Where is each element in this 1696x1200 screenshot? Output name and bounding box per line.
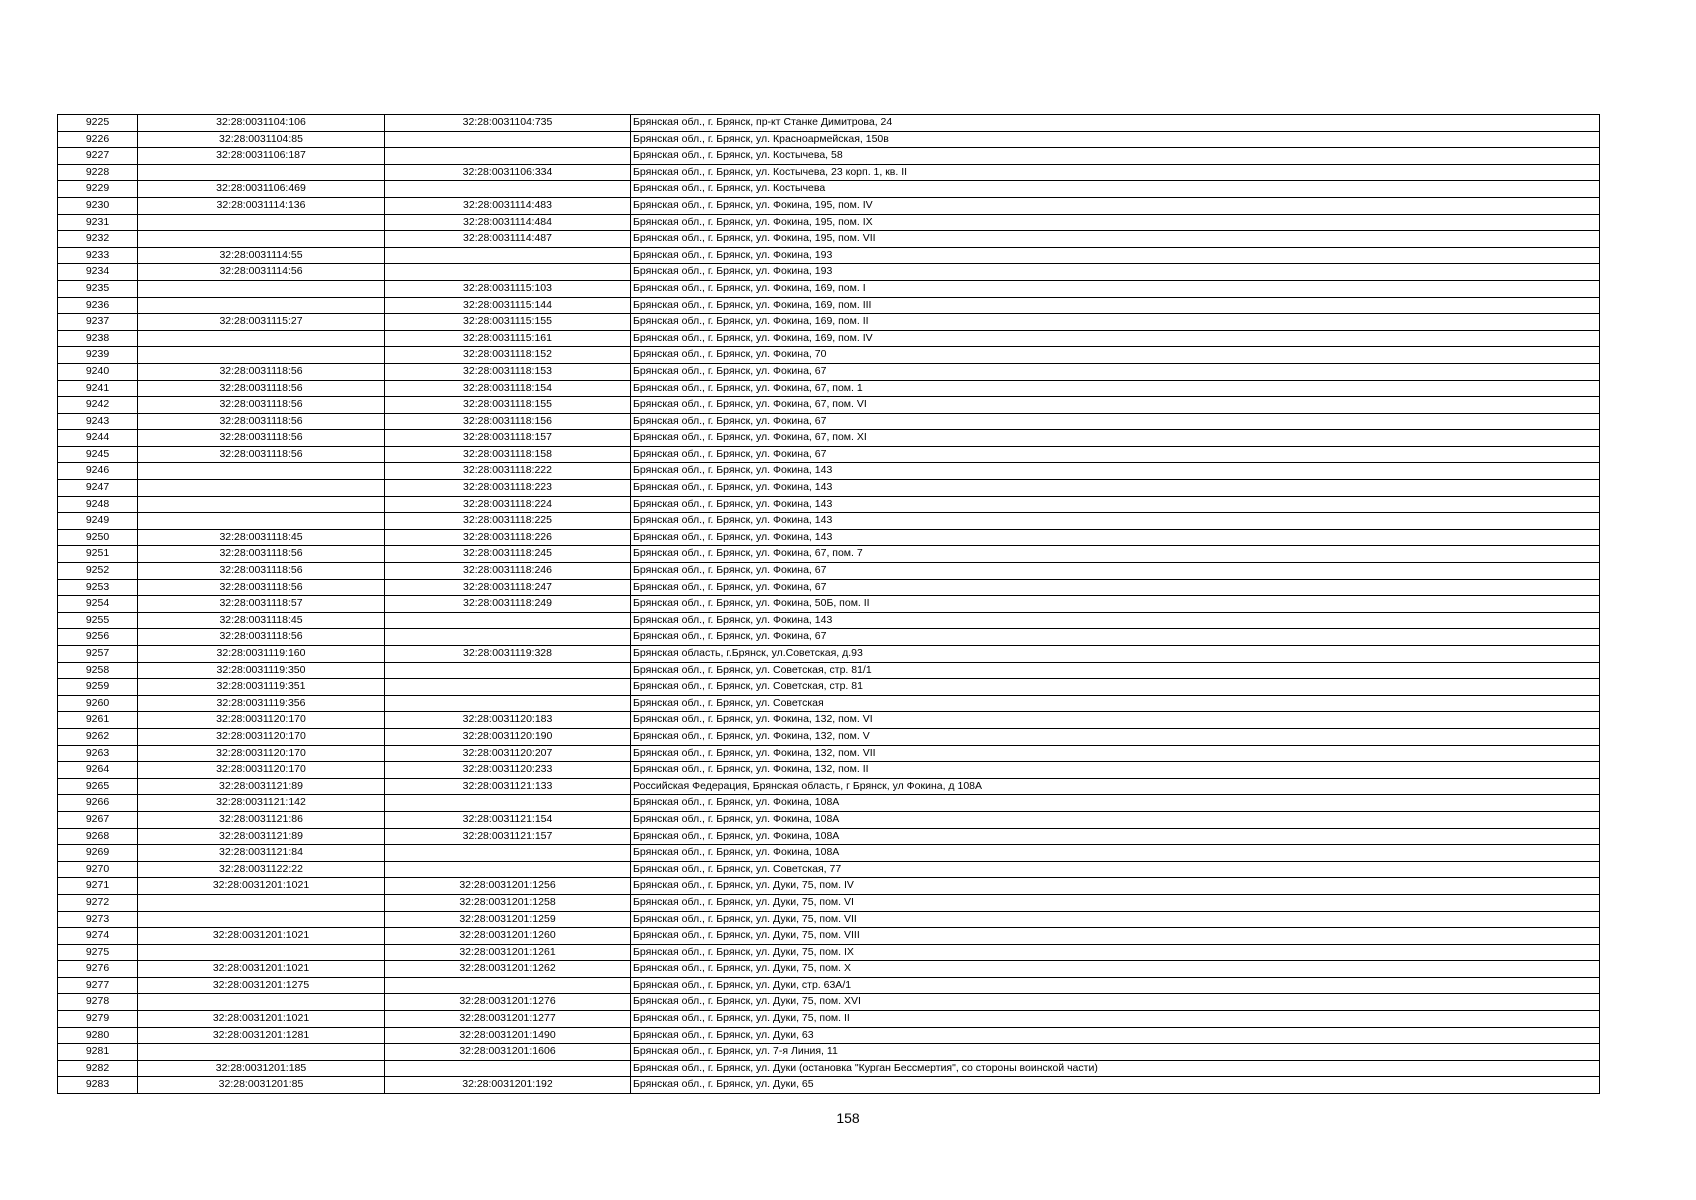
row-number-cell: 9253 xyxy=(58,579,138,596)
object-cadastral-number-cell: 32:28:0031121:133 xyxy=(385,778,631,795)
object-cadastral-number-cell: 32:28:0031120:233 xyxy=(385,762,631,779)
table-row xyxy=(58,1011,1600,1028)
land-cadastral-number-cell: 32:28:0031118:56 xyxy=(138,363,385,380)
object-cadastral-number-cell: 32:28:0031115:144 xyxy=(385,297,631,314)
address-cell: Брянская обл., г. Брянск, ул. Фокина, 132, пом. V xyxy=(631,728,1600,745)
row-number-cell: 9249 xyxy=(58,513,138,530)
address-cell: Брянская обл., г. Брянск, ул. Фокина, 70 xyxy=(631,347,1600,364)
object-cadastral-number-cell: 32:28:0031201:1490 xyxy=(385,1027,631,1044)
row-number-cell: 9278 xyxy=(58,994,138,1011)
land-cadastral-number-cell: 32:28:0031120:170 xyxy=(138,762,385,779)
table-row xyxy=(58,1027,1600,1044)
address-cell: Брянская обл., г. Брянск, ул. Фокина, 67, пом. 1 xyxy=(631,380,1600,397)
object-cadastral-number-cell: 32:28:0031114:487 xyxy=(385,231,631,248)
address-cell: Брянская обл., г. Брянск, ул. 7-я Линия, 11 xyxy=(631,1044,1600,1061)
table-row xyxy=(58,745,1600,762)
object-cadastral-number-cell: 32:28:0031119:328 xyxy=(385,646,631,663)
address-cell: Брянская обл., г. Брянск, пр-кт Станке Димитрова, 24 xyxy=(631,115,1600,132)
address-cell: Брянская обл., г. Брянск, ул. Фокина, 143 xyxy=(631,529,1600,546)
table-row xyxy=(58,778,1600,795)
land-cadastral-number-cell xyxy=(138,214,385,231)
row-number-cell: 9235 xyxy=(58,280,138,297)
land-cadastral-number-cell xyxy=(138,463,385,480)
row-number-cell: 9254 xyxy=(58,596,138,613)
row-number-cell: 9234 xyxy=(58,264,138,281)
address-cell: Брянская обл., г. Брянск, ул. Дуки, 75, пом. X xyxy=(631,961,1600,978)
land-cadastral-number-cell: 32:28:0031120:170 xyxy=(138,712,385,729)
table-row xyxy=(58,911,1600,928)
table-row xyxy=(58,679,1600,696)
table-row xyxy=(58,1060,1600,1077)
object-cadastral-number-cell: 32:28:0031201:1261 xyxy=(385,944,631,961)
table-row xyxy=(58,148,1600,165)
table-row xyxy=(58,480,1600,497)
land-cadastral-number-cell xyxy=(138,330,385,347)
object-cadastral-number-cell: 32:28:0031115:155 xyxy=(385,314,631,331)
object-cadastral-number-cell: 32:28:0031106:334 xyxy=(385,164,631,181)
address-cell: Брянская обл., г. Брянск, ул. Фокина, 108А xyxy=(631,845,1600,862)
row-number-cell: 9246 xyxy=(58,463,138,480)
row-number-cell: 9283 xyxy=(58,1077,138,1094)
address-cell: Брянская обл., г. Брянск, ул. Дуки, 75, пом. II xyxy=(631,1011,1600,1028)
table-row xyxy=(58,695,1600,712)
land-cadastral-number-cell: 32:28:0031201:1021 xyxy=(138,878,385,895)
address-cell: Брянская обл., г. Брянск, ул. Фокина, 132, пом. VI xyxy=(631,712,1600,729)
table-row xyxy=(58,446,1600,463)
table-row xyxy=(58,795,1600,812)
object-cadastral-number-cell: 32:28:0031118:153 xyxy=(385,363,631,380)
row-number-cell: 9231 xyxy=(58,214,138,231)
row-number-cell: 9268 xyxy=(58,828,138,845)
address-cell: Брянская обл., г. Брянск, ул. Советская, стр. 81/1 xyxy=(631,662,1600,679)
row-number-cell: 9280 xyxy=(58,1027,138,1044)
table-row xyxy=(58,347,1600,364)
address-cell: Брянская обл., г. Брянск, ул. Фокина, 67 xyxy=(631,446,1600,463)
address-cell: Брянская обл., г. Брянск, ул. Фокина, 143 xyxy=(631,463,1600,480)
land-cadastral-number-cell: 32:28:0031120:170 xyxy=(138,728,385,745)
land-cadastral-number-cell xyxy=(138,513,385,530)
land-cadastral-number-cell: 32:28:0031118:56 xyxy=(138,629,385,646)
land-cadastral-number-cell xyxy=(138,1044,385,1061)
object-cadastral-number-cell xyxy=(385,612,631,629)
row-number-cell: 9272 xyxy=(58,894,138,911)
row-number-cell: 9243 xyxy=(58,413,138,430)
address-cell: Брянская обл., г. Брянск, ул. Фокина, 67 xyxy=(631,629,1600,646)
address-cell: Брянская обл., г. Брянск, ул. Советская xyxy=(631,695,1600,712)
table-row xyxy=(58,197,1600,214)
land-cadastral-number-cell: 32:28:0031104:106 xyxy=(138,115,385,132)
address-cell: Брянская обл., г. Брянск, ул. Фокина, 67, пом. XI xyxy=(631,430,1600,447)
row-number-cell: 9239 xyxy=(58,347,138,364)
row-number-cell: 9262 xyxy=(58,728,138,745)
table-row xyxy=(58,214,1600,231)
row-number-cell: 9265 xyxy=(58,778,138,795)
object-cadastral-number-cell xyxy=(385,795,631,812)
table-row xyxy=(58,728,1600,745)
table-row xyxy=(58,1044,1600,1061)
table-row xyxy=(58,363,1600,380)
land-cadastral-number-cell: 32:28:0031201:1275 xyxy=(138,977,385,994)
land-cadastral-number-cell xyxy=(138,297,385,314)
object-cadastral-number-cell xyxy=(385,181,631,198)
land-cadastral-number-cell: 32:28:0031119:350 xyxy=(138,662,385,679)
land-cadastral-number-cell: 32:28:0031114:56 xyxy=(138,264,385,281)
row-number-cell: 9277 xyxy=(58,977,138,994)
object-cadastral-number-cell xyxy=(385,695,631,712)
land-cadastral-number-cell: 32:28:0031201:1281 xyxy=(138,1027,385,1044)
address-cell: Брянская обл., г. Брянск, ул. Фокина, 143 xyxy=(631,480,1600,497)
land-cadastral-number-cell xyxy=(138,944,385,961)
land-cadastral-number-cell xyxy=(138,994,385,1011)
object-cadastral-number-cell: 32:28:0031118:158 xyxy=(385,446,631,463)
table-row xyxy=(58,596,1600,613)
table-row xyxy=(58,845,1600,862)
object-cadastral-number-cell: 32:28:0031118:249 xyxy=(385,596,631,613)
land-cadastral-number-cell: 32:28:0031106:187 xyxy=(138,148,385,165)
table-row xyxy=(58,330,1600,347)
address-cell: Брянская обл., г. Брянск, ул. Фокина, 193 xyxy=(631,247,1600,264)
row-number-cell: 9259 xyxy=(58,679,138,696)
land-cadastral-number-cell xyxy=(138,911,385,928)
address-cell: Брянская обл., г. Брянск, ул. Фокина, 195, пом. VII xyxy=(631,231,1600,248)
table-row xyxy=(58,430,1600,447)
land-cadastral-number-cell: 32:28:0031118:56 xyxy=(138,446,385,463)
object-cadastral-number-cell: 32:28:0031115:103 xyxy=(385,280,631,297)
row-number-cell: 9248 xyxy=(58,496,138,513)
row-number-cell: 9233 xyxy=(58,247,138,264)
row-number-cell: 9225 xyxy=(58,115,138,132)
table-row xyxy=(58,280,1600,297)
table-row xyxy=(58,662,1600,679)
address-cell: Брянская обл., г. Брянск, ул. Фокина, 195, пом. IV xyxy=(631,197,1600,214)
table-row xyxy=(58,563,1600,580)
row-number-cell: 9281 xyxy=(58,1044,138,1061)
row-number-cell: 9261 xyxy=(58,712,138,729)
land-cadastral-number-cell: 32:28:0031106:469 xyxy=(138,181,385,198)
address-cell: Брянская обл., г. Брянск, ул. Дуки (остановка "Курган Бессмертия", со стороны воинской части) xyxy=(631,1060,1600,1077)
land-cadastral-number-cell xyxy=(138,894,385,911)
table-row xyxy=(58,463,1600,480)
address-cell: Брянская область, г.Брянск, ул.Советская, д.93 xyxy=(631,646,1600,663)
land-cadastral-number-cell: 32:28:0031201:85 xyxy=(138,1077,385,1094)
address-cell: Брянская обл., г. Брянск, ул. Фокина, 132, пом. VII xyxy=(631,745,1600,762)
row-number-cell: 9228 xyxy=(58,164,138,181)
object-cadastral-number-cell xyxy=(385,264,631,281)
row-number-cell: 9257 xyxy=(58,646,138,663)
registry-table-body xyxy=(58,115,1600,1094)
row-number-cell: 9242 xyxy=(58,397,138,414)
address-cell: Брянская обл., г. Брянск, ул. Фокина, 143 xyxy=(631,513,1600,530)
land-cadastral-number-cell: 32:28:0031104:85 xyxy=(138,131,385,148)
object-cadastral-number-cell: 32:28:0031118:152 xyxy=(385,347,631,364)
land-cadastral-number-cell: 32:28:0031119:351 xyxy=(138,679,385,696)
object-cadastral-number-cell: 32:28:0031201:1256 xyxy=(385,878,631,895)
table-row xyxy=(58,413,1600,430)
address-cell: Брянская обл., г. Брянск, ул. Костычева, 58 xyxy=(631,148,1600,165)
object-cadastral-number-cell: 32:28:0031120:207 xyxy=(385,745,631,762)
land-cadastral-number-cell: 32:28:0031118:56 xyxy=(138,579,385,596)
object-cadastral-number-cell: 32:28:0031201:1260 xyxy=(385,928,631,945)
object-cadastral-number-cell xyxy=(385,1060,631,1077)
address-cell: Брянская обл., г. Брянск, ул. Фокина, 67 xyxy=(631,363,1600,380)
row-number-cell: 9260 xyxy=(58,695,138,712)
land-cadastral-number-cell: 32:28:0031121:89 xyxy=(138,828,385,845)
row-number-cell: 9250 xyxy=(58,529,138,546)
address-cell: Брянская обл., г. Брянск, ул. Дуки, 75, пом. IV xyxy=(631,878,1600,895)
object-cadastral-number-cell xyxy=(385,247,631,264)
row-number-cell: 9245 xyxy=(58,446,138,463)
table-row xyxy=(58,811,1600,828)
land-cadastral-number-cell: 32:28:0031201:185 xyxy=(138,1060,385,1077)
row-number-cell: 9264 xyxy=(58,762,138,779)
land-cadastral-number-cell: 32:28:0031115:27 xyxy=(138,314,385,331)
land-cadastral-number-cell: 32:28:0031118:56 xyxy=(138,397,385,414)
address-cell: Брянская обл., г. Брянск, ул. Костычева, 23 корп. 1, кв. II xyxy=(631,164,1600,181)
object-cadastral-number-cell: 32:28:0031121:154 xyxy=(385,811,631,828)
address-cell: Брянская обл., г. Брянск, ул. Дуки, 75, пом. XVI xyxy=(631,994,1600,1011)
address-cell: Брянская обл., г. Брянск, ул. Советская, 77 xyxy=(631,861,1600,878)
table-row xyxy=(58,164,1600,181)
address-cell: Брянская обл., г. Брянск, ул. Красноармейская, 150в xyxy=(631,131,1600,148)
object-cadastral-number-cell: 32:28:0031118:226 xyxy=(385,529,631,546)
land-cadastral-number-cell: 32:28:0031121:86 xyxy=(138,811,385,828)
land-cadastral-number-cell: 32:28:0031201:1021 xyxy=(138,928,385,945)
land-cadastral-number-cell: 32:28:0031201:1021 xyxy=(138,961,385,978)
object-cadastral-number-cell: 32:28:0031121:157 xyxy=(385,828,631,845)
address-cell: Брянская обл., г. Брянск, ул. Дуки, 75, пом. VIII xyxy=(631,928,1600,945)
object-cadastral-number-cell: 32:28:0031118:156 xyxy=(385,413,631,430)
object-cadastral-number-cell: 32:28:0031201:1606 xyxy=(385,1044,631,1061)
address-cell: Брянская обл., г. Брянск, ул. Советская, стр. 81 xyxy=(631,679,1600,696)
row-number-cell: 9244 xyxy=(58,430,138,447)
row-number-cell: 9226 xyxy=(58,131,138,148)
row-number-cell: 9227 xyxy=(58,148,138,165)
address-cell: Брянская обл., г. Брянск, ул. Фокина, 108А xyxy=(631,811,1600,828)
object-cadastral-number-cell xyxy=(385,662,631,679)
row-number-cell: 9270 xyxy=(58,861,138,878)
table-row xyxy=(58,529,1600,546)
row-number-cell: 9247 xyxy=(58,480,138,497)
land-cadastral-number-cell: 32:28:0031118:56 xyxy=(138,380,385,397)
object-cadastral-number-cell: 32:28:0031201:192 xyxy=(385,1077,631,1094)
object-cadastral-number-cell: 32:28:0031118:157 xyxy=(385,430,631,447)
table-row xyxy=(58,297,1600,314)
table-row xyxy=(58,994,1600,1011)
object-cadastral-number-cell: 32:28:0031118:222 xyxy=(385,463,631,480)
object-cadastral-number-cell xyxy=(385,131,631,148)
object-cadastral-number-cell: 32:28:0031104:735 xyxy=(385,115,631,132)
address-cell: Брянская обл., г. Брянск, ул. Фокина, 108А xyxy=(631,795,1600,812)
table-row xyxy=(58,861,1600,878)
row-number-cell: 9275 xyxy=(58,944,138,961)
address-cell: Брянская обл., г. Брянск, ул. Дуки, стр. 63А/1 xyxy=(631,977,1600,994)
object-cadastral-number-cell: 32:28:0031201:1258 xyxy=(385,894,631,911)
table-row xyxy=(58,712,1600,729)
table-row xyxy=(58,314,1600,331)
object-cadastral-number-cell: 32:28:0031201:1259 xyxy=(385,911,631,928)
land-cadastral-number-cell: 32:28:0031119:356 xyxy=(138,695,385,712)
table-row xyxy=(58,828,1600,845)
table-row xyxy=(58,131,1600,148)
object-cadastral-number-cell: 32:28:0031118:223 xyxy=(385,480,631,497)
address-cell: Брянская обл., г. Брянск, ул. Фокина, 67 xyxy=(631,563,1600,580)
row-number-cell: 9258 xyxy=(58,662,138,679)
row-number-cell: 9232 xyxy=(58,231,138,248)
land-cadastral-number-cell xyxy=(138,231,385,248)
row-number-cell: 9267 xyxy=(58,811,138,828)
land-cadastral-number-cell: 32:28:0031120:170 xyxy=(138,745,385,762)
land-cadastral-number-cell: 32:28:0031119:160 xyxy=(138,646,385,663)
address-cell: Брянская обл., г. Брянск, ул. Фокина, 169, пом. III xyxy=(631,297,1600,314)
land-cadastral-number-cell: 32:28:0031118:45 xyxy=(138,529,385,546)
land-cadastral-number-cell: 32:28:0031114:55 xyxy=(138,247,385,264)
object-cadastral-number-cell xyxy=(385,845,631,862)
address-cell: Брянская обл., г. Брянск, ул. Фокина, 193 xyxy=(631,264,1600,281)
table-row xyxy=(58,546,1600,563)
object-cadastral-number-cell: 32:28:0031118:155 xyxy=(385,397,631,414)
object-cadastral-number-cell xyxy=(385,148,631,165)
land-cadastral-number-cell: 32:28:0031118:56 xyxy=(138,546,385,563)
row-number-cell: 9229 xyxy=(58,181,138,198)
table-row xyxy=(58,762,1600,779)
table-row xyxy=(58,264,1600,281)
table-row xyxy=(58,380,1600,397)
land-cadastral-number-cell: 32:28:0031122:22 xyxy=(138,861,385,878)
table-row xyxy=(58,397,1600,414)
address-cell: Брянская обл., г. Брянск, ул. Фокина, 143 xyxy=(631,496,1600,513)
address-cell: Брянская обл., г. Брянск, ул. Дуки, 75, пом. VI xyxy=(631,894,1600,911)
object-cadastral-number-cell: 32:28:0031201:1277 xyxy=(385,1011,631,1028)
object-cadastral-number-cell: 32:28:0031201:1276 xyxy=(385,994,631,1011)
row-number-cell: 9273 xyxy=(58,911,138,928)
land-cadastral-number-cell: 32:28:0031201:1021 xyxy=(138,1011,385,1028)
property-registry-table xyxy=(57,114,1600,1094)
table-row xyxy=(58,629,1600,646)
address-cell: Брянская обл., г. Брянск, ул. Дуки, 65 xyxy=(631,1077,1600,1094)
row-number-cell: 9241 xyxy=(58,380,138,397)
row-number-cell: 9255 xyxy=(58,612,138,629)
row-number-cell: 9237 xyxy=(58,314,138,331)
row-number-cell: 9230 xyxy=(58,197,138,214)
table-row xyxy=(58,231,1600,248)
object-cadastral-number-cell xyxy=(385,977,631,994)
table-row xyxy=(58,496,1600,513)
land-cadastral-number-cell: 32:28:0031118:56 xyxy=(138,563,385,580)
object-cadastral-number-cell: 32:28:0031118:245 xyxy=(385,546,631,563)
address-cell: Брянская обл., г. Брянск, ул. Фокина, 108А xyxy=(631,828,1600,845)
table-row xyxy=(58,1077,1600,1094)
table-row xyxy=(58,612,1600,629)
row-number-cell: 9282 xyxy=(58,1060,138,1077)
address-cell: Брянская обл., г. Брянск, ул. Костычева xyxy=(631,181,1600,198)
table-row xyxy=(58,928,1600,945)
table-row xyxy=(58,513,1600,530)
object-cadastral-number-cell: 32:28:0031201:1262 xyxy=(385,961,631,978)
object-cadastral-number-cell xyxy=(385,861,631,878)
land-cadastral-number-cell xyxy=(138,480,385,497)
land-cadastral-number-cell: 32:28:0031118:45 xyxy=(138,612,385,629)
land-cadastral-number-cell: 32:28:0031118:57 xyxy=(138,596,385,613)
object-cadastral-number-cell: 32:28:0031118:246 xyxy=(385,563,631,580)
land-cadastral-number-cell: 32:28:0031121:84 xyxy=(138,845,385,862)
address-cell: Брянская обл., г. Брянск, ул. Фокина, 169, пом. IV xyxy=(631,330,1600,347)
table-row xyxy=(58,944,1600,961)
table-row xyxy=(58,878,1600,895)
row-number-cell: 9252 xyxy=(58,563,138,580)
address-cell: Брянская обл., г. Брянск, ул. Фокина, 67 xyxy=(631,413,1600,430)
object-cadastral-number-cell: 32:28:0031118:247 xyxy=(385,579,631,596)
row-number-cell: 9251 xyxy=(58,546,138,563)
land-cadastral-number-cell: 32:28:0031118:56 xyxy=(138,430,385,447)
row-number-cell: 9240 xyxy=(58,363,138,380)
page-number: 158 xyxy=(836,1110,860,1126)
address-cell: Брянская обл., г. Брянск, ул. Фокина, 169, пом. II xyxy=(631,314,1600,331)
address-cell: Брянская обл., г. Брянск, ул. Фокина, 67 xyxy=(631,579,1600,596)
row-number-cell: 9274 xyxy=(58,928,138,945)
row-number-cell: 9271 xyxy=(58,878,138,895)
table-row xyxy=(58,247,1600,264)
land-cadastral-number-cell: 32:28:0031121:89 xyxy=(138,778,385,795)
row-number-cell: 9269 xyxy=(58,845,138,862)
address-cell: Брянская обл., г. Брянск, ул. Дуки, 75, пом. VII xyxy=(631,911,1600,928)
address-cell: Российская Федерация, Брянская область, г Брянск, ул Фокина, д 108А xyxy=(631,778,1600,795)
object-cadastral-number-cell xyxy=(385,629,631,646)
row-number-cell: 9266 xyxy=(58,795,138,812)
table-row xyxy=(58,646,1600,663)
table-row xyxy=(58,181,1600,198)
table-row xyxy=(58,961,1600,978)
row-number-cell: 9263 xyxy=(58,745,138,762)
address-cell: Брянская обл., г. Брянск, ул. Дуки, 75, пом. IX xyxy=(631,944,1600,961)
object-cadastral-number-cell: 32:28:0031114:483 xyxy=(385,197,631,214)
land-cadastral-number-cell: 32:28:0031121:142 xyxy=(138,795,385,812)
address-cell: Брянская обл., г. Брянск, ул. Фокина, 67, пом. 7 xyxy=(631,546,1600,563)
object-cadastral-number-cell: 32:28:0031120:190 xyxy=(385,728,631,745)
object-cadastral-number-cell: 32:28:0031118:225 xyxy=(385,513,631,530)
address-cell: Брянская обл., г. Брянск, ул. Фокина, 169, пом. I xyxy=(631,280,1600,297)
row-number-cell: 9279 xyxy=(58,1011,138,1028)
table-row xyxy=(58,894,1600,911)
table-row xyxy=(58,115,1600,132)
table-row xyxy=(58,579,1600,596)
land-cadastral-number-cell xyxy=(138,347,385,364)
land-cadastral-number-cell xyxy=(138,496,385,513)
address-cell: Брянская обл., г. Брянск, ул. Фокина, 132, пом. II xyxy=(631,762,1600,779)
object-cadastral-number-cell: 32:28:0031115:161 xyxy=(385,330,631,347)
address-cell: Брянская обл., г. Брянск, ул. Фокина, 67, пом. VI xyxy=(631,397,1600,414)
land-cadastral-number-cell: 32:28:0031118:56 xyxy=(138,413,385,430)
table-row xyxy=(58,977,1600,994)
row-number-cell: 9236 xyxy=(58,297,138,314)
address-cell: Брянская обл., г. Брянск, ул. Дуки, 63 xyxy=(631,1027,1600,1044)
land-cadastral-number-cell xyxy=(138,164,385,181)
land-cadastral-number-cell xyxy=(138,280,385,297)
object-cadastral-number-cell: 32:28:0031118:224 xyxy=(385,496,631,513)
object-cadastral-number-cell: 32:28:0031120:183 xyxy=(385,712,631,729)
object-cadastral-number-cell xyxy=(385,679,631,696)
object-cadastral-number-cell: 32:28:0031118:154 xyxy=(385,380,631,397)
row-number-cell: 9238 xyxy=(58,330,138,347)
address-cell: Брянская обл., г. Брянск, ул. Фокина, 50Б, пом. II xyxy=(631,596,1600,613)
address-cell: Брянская обл., г. Брянск, ул. Фокина, 195, пом. IX xyxy=(631,214,1600,231)
address-cell: Брянская обл., г. Брянск, ул. Фокина, 143 xyxy=(631,612,1600,629)
land-cadastral-number-cell: 32:28:0031114:136 xyxy=(138,197,385,214)
object-cadastral-number-cell: 32:28:0031114:484 xyxy=(385,214,631,231)
row-number-cell: 9256 xyxy=(58,629,138,646)
row-number-cell: 9276 xyxy=(58,961,138,978)
